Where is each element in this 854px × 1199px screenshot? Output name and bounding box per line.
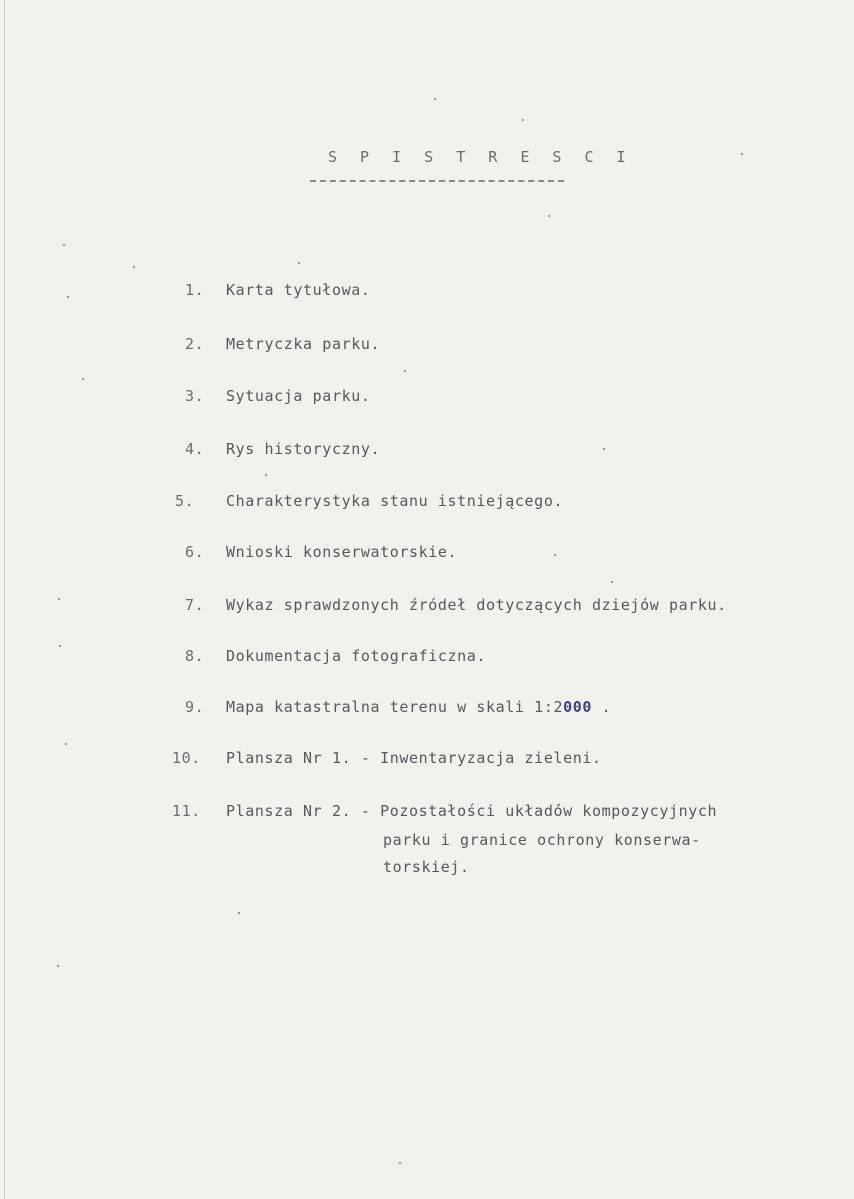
scan-speck xyxy=(265,474,267,476)
scan-speck xyxy=(548,215,550,217)
entry-text-main: Mapa katastralna terenu w skali 1:2 xyxy=(226,698,564,716)
entry-text: Plansza Nr 1. - Inwentaryzacja zieleni. xyxy=(226,749,602,767)
entry-text-continuation: torskiej. xyxy=(383,858,470,876)
entry-number: 3. xyxy=(185,387,205,405)
scan-speck xyxy=(522,119,524,121)
entry-number: 10. xyxy=(172,749,201,767)
entry-text: Metryczka parku. xyxy=(226,335,381,353)
entry-number: 5. xyxy=(175,492,195,510)
entry-text: Rys historyczny. xyxy=(226,440,381,458)
entry-number: 6. xyxy=(185,543,205,561)
scan-speck xyxy=(67,296,69,298)
scan-speck xyxy=(554,554,556,556)
entry-text-suffix: . xyxy=(591,698,612,716)
entry-text: Wykaz sprawdzonych źródeł dotyczących dziejów parku. xyxy=(226,596,727,614)
entry-text: Sytuacja parku. xyxy=(226,387,371,405)
entry-text: Dokumentacja fotograficzna. xyxy=(226,647,487,665)
scan-speck xyxy=(82,378,84,380)
scan-speck xyxy=(63,244,65,246)
scan-speck xyxy=(404,370,406,372)
scan-speck xyxy=(611,581,613,583)
scan-speck xyxy=(133,266,135,268)
scan-speck xyxy=(238,912,240,914)
entry-text-continuation: parku i granice ochrony konserwa- xyxy=(383,831,701,849)
scan-speck xyxy=(434,98,436,100)
scan-speck xyxy=(59,645,61,647)
entry-number: 2. xyxy=(185,335,205,353)
scale-value-highlight: 000 xyxy=(563,698,592,716)
entry-number: 4. xyxy=(185,440,205,458)
scan-speck xyxy=(65,743,67,745)
scan-speck xyxy=(298,262,300,264)
scan-speck xyxy=(741,153,743,155)
entry-text: Plansza Nr 2. - Pozostałości układów kompozycyjnych xyxy=(226,802,718,820)
entry-text: Wnioski konserwatorskie. xyxy=(226,543,458,561)
entry-text xyxy=(226,698,611,716)
entry-number: 9. xyxy=(185,698,205,716)
entry-text: Karta tytułowa. xyxy=(226,281,371,299)
entry-text: Charakterystyka stanu istniejącego. xyxy=(226,492,564,510)
entry-number: 8. xyxy=(185,647,205,665)
scan-speck xyxy=(603,448,605,450)
scan-speck xyxy=(57,965,59,967)
scan-speck xyxy=(58,598,60,600)
scan-speck xyxy=(399,1162,401,1164)
entry-number: 7. xyxy=(185,596,205,614)
page-title: S P I S T R E S C I xyxy=(328,148,633,166)
entry-number: 1. xyxy=(185,281,205,299)
entry-number: 11. xyxy=(172,802,201,820)
